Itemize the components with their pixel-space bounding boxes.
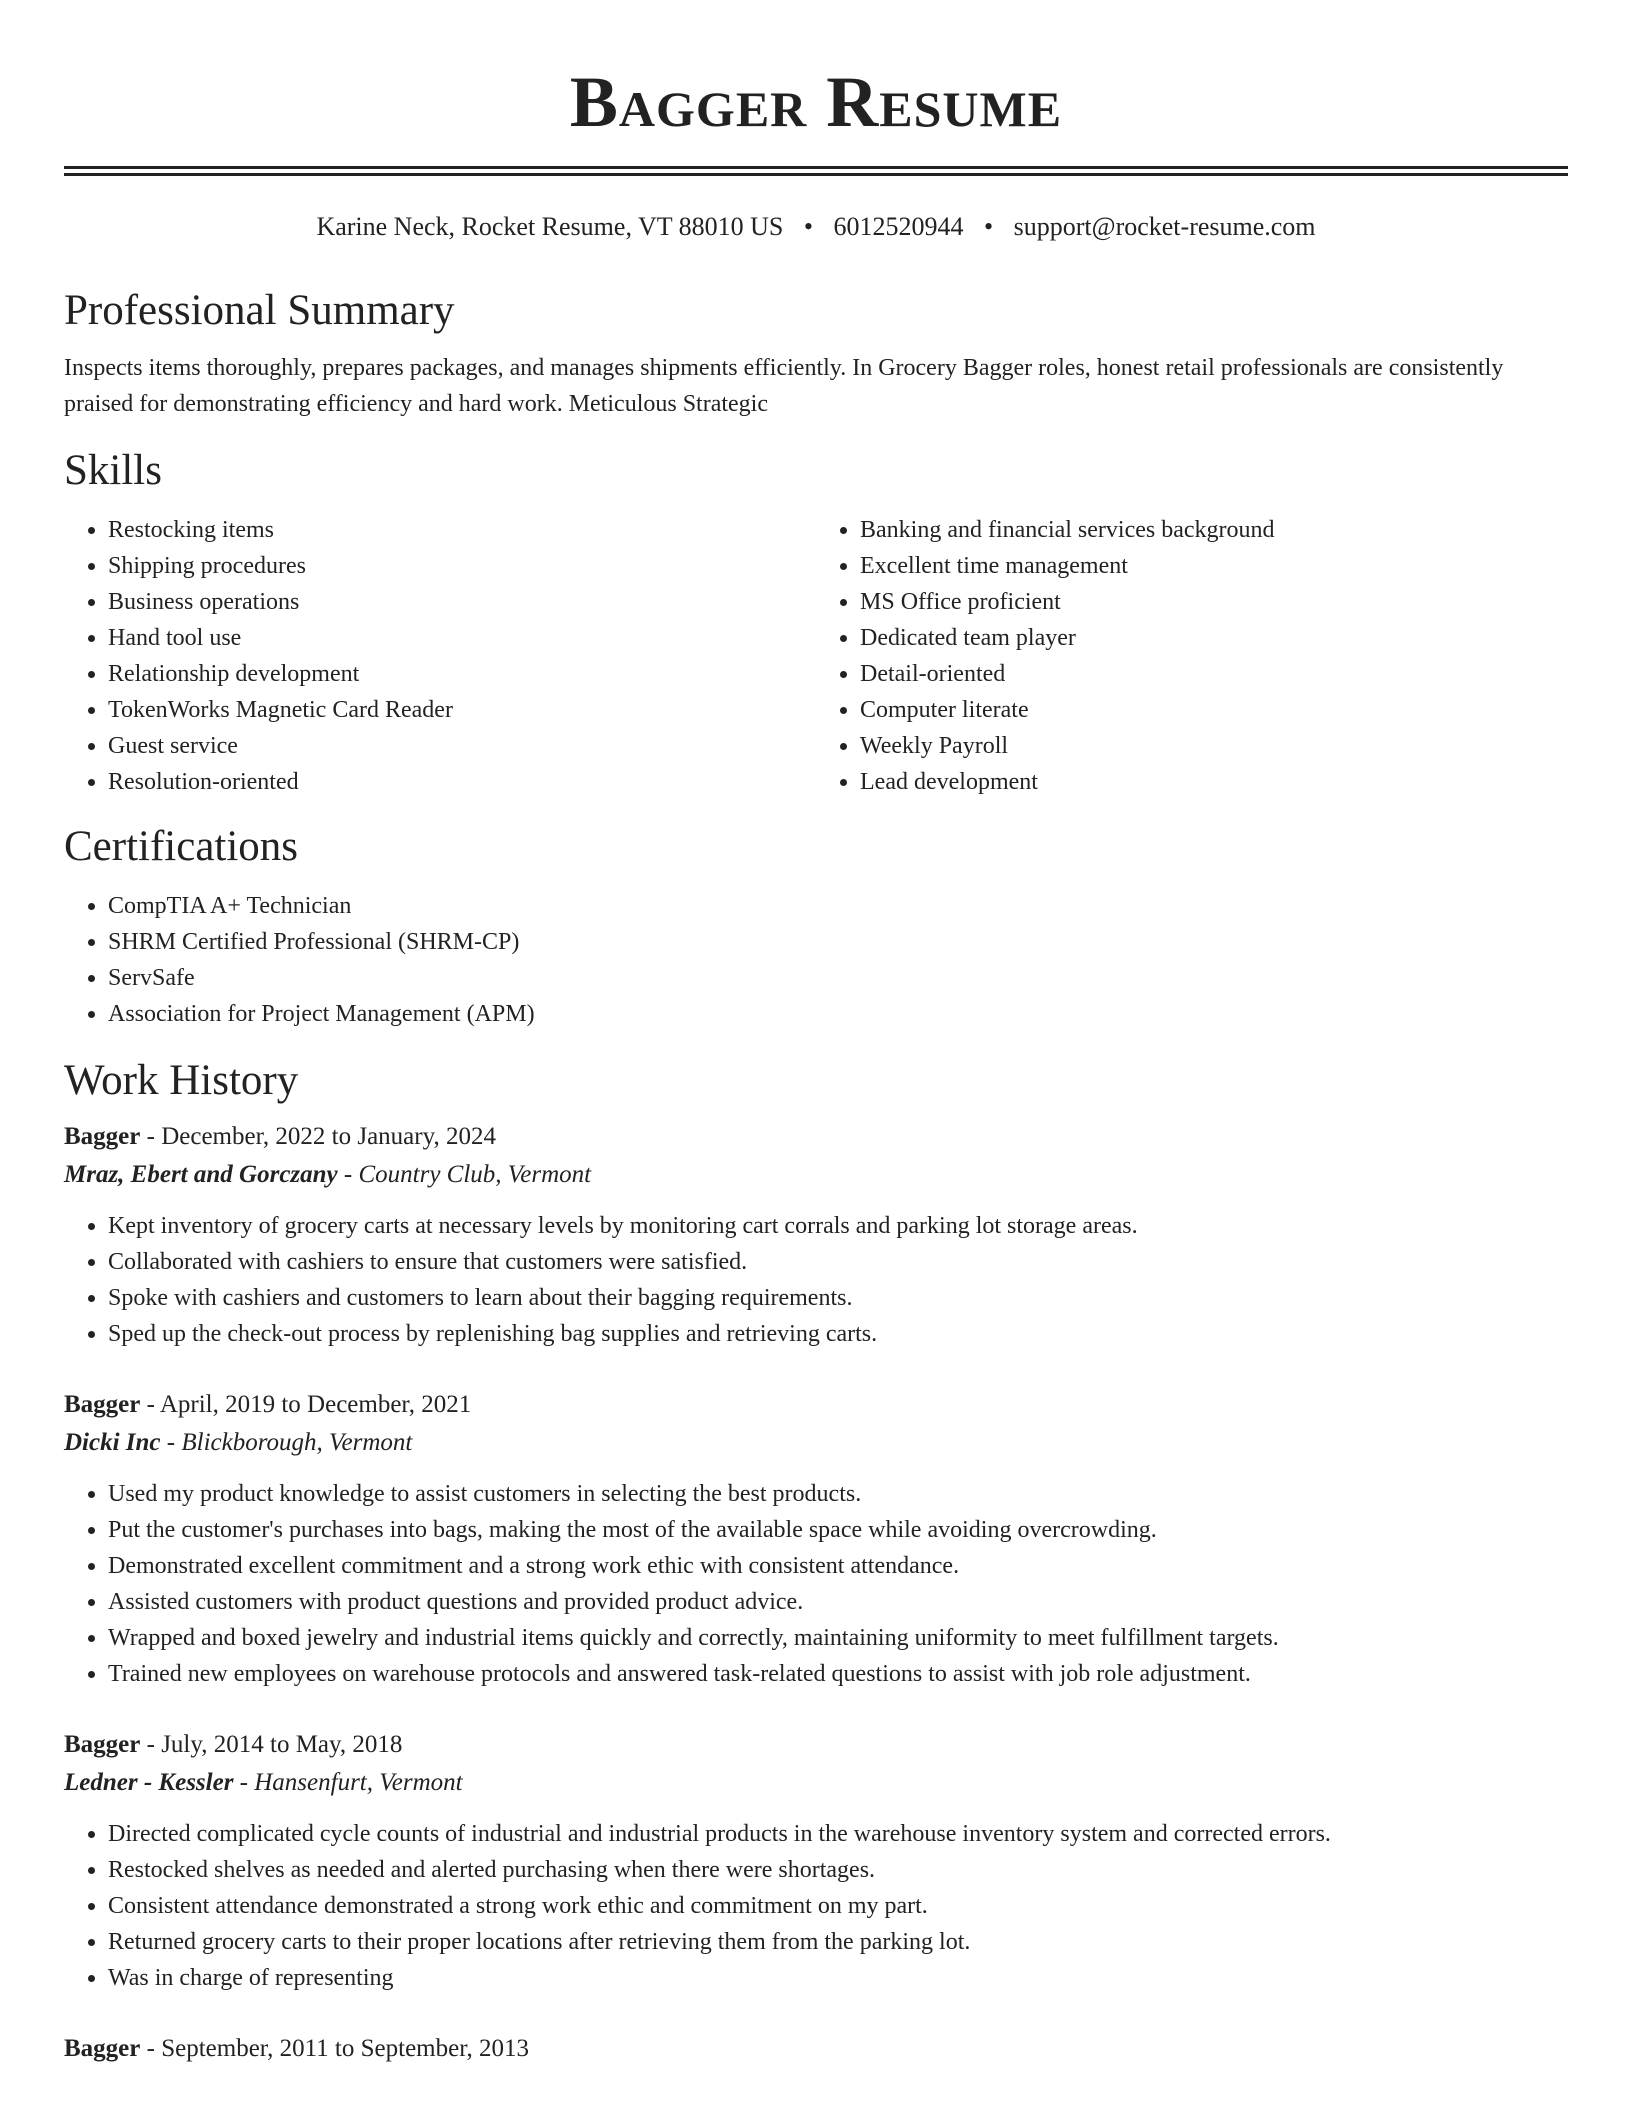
skill-item: • Banking and financial services background xyxy=(860,512,1568,548)
skill-item: • Resolution-oriented xyxy=(108,764,816,800)
contact-line xyxy=(64,210,1568,244)
skill-item: • TokenWorks Magnetic Card Reader xyxy=(108,692,816,728)
job-bullet: • Restocked shelves as needed and alerted purchasing when there were shortages. xyxy=(108,1852,1568,1888)
skill-item: • Dedicated team player xyxy=(860,620,1568,656)
job-title: Bagger xyxy=(64,1123,141,1150)
skill-item: • Excellent time management xyxy=(860,548,1568,584)
contact-email[interactable]: support@rocket-resume.com xyxy=(1013,212,1316,241)
skill-item: • Business operations xyxy=(108,584,816,620)
job-employer: Dicki Inc - Blickborough, Vermont xyxy=(64,1429,413,1456)
skill-item: • Relationship development xyxy=(108,656,816,692)
job-location: Country Club, Vermont xyxy=(358,1161,592,1188)
skill-item: • Detail-oriented xyxy=(860,656,1568,692)
contact-address: Karine Neck, Rocket Resume, VT 88010 US xyxy=(316,212,784,241)
job-bullet: • Used my product knowledge to assist customers in selecting the best products. xyxy=(108,1476,1568,1512)
job-location: Blickborough, Vermont xyxy=(181,1429,413,1456)
skills-right-list xyxy=(816,512,1568,800)
resume-title: Bagger Resume xyxy=(569,62,1063,142)
job-bullet: • Trained new employees on warehouse protocols and answered task-related questions to assist with job role adjustment. xyxy=(108,1656,1568,1692)
job-bullet: • Sped up the check-out process by replenishing bag supplies and retrieving carts. xyxy=(108,1316,1568,1352)
job-bullets xyxy=(64,1208,1568,1352)
job-bullet: • Directed complicated cycle counts of industrial and industrial products in the warehouse inventory system and corrected errors. xyxy=(108,1816,1568,1852)
job-bullet: • Collaborated with cashiers to ensure that customers were satisfied. xyxy=(108,1244,1568,1280)
skill-item: • MS Office proficient xyxy=(860,584,1568,620)
job-bullet: • Returned grocery carts to their proper locations after retrieving them from the parking lot. xyxy=(108,1924,1568,1960)
skill-item: • Shipping procedures xyxy=(108,548,816,584)
job-bullet: • Wrapped and boxed jewelry and industrial items quickly and correctly, maintaining uniformity to meet fulfillment targets. xyxy=(108,1620,1568,1656)
summary-text: Inspects items thoroughly, prepares packages, and manages shipments efficiently. In Grocery Bagger roles, honest retail professionals are consistently praised for demonstrating efficiency and hard work. Meticulous Strategic xyxy=(64,355,1504,417)
certifications-heading: Certifications xyxy=(64,823,299,870)
job-entry xyxy=(64,1726,1568,1996)
job-company: Dicki Inc xyxy=(64,1429,161,1456)
job-entry xyxy=(64,1386,1568,1692)
job-bullet: • Was in charge of representing xyxy=(108,1960,1568,1996)
job-employer: Mraz, Ebert and Gorczany - Country Club, Vermont xyxy=(64,1161,592,1188)
job-dates: September, 2011 to September, 2013 xyxy=(161,2035,530,2062)
job-dates: July, 2014 to May, 2018 xyxy=(161,1731,403,1758)
contact-separator: • xyxy=(984,212,994,241)
job-location: Hansenfurt, Vermont xyxy=(254,1769,463,1796)
job-title: Bagger xyxy=(64,1391,141,1418)
contact-separator: • xyxy=(803,212,814,241)
certification-item: • ServSafe xyxy=(108,960,1568,996)
job-bullets xyxy=(64,1476,1568,1692)
job-bullet: • Kept inventory of grocery carts at necessary levels by monitoring cart corrals and parking lot storage areas. xyxy=(108,1208,1568,1244)
job-employer: Ledner - Kessler - Hansenfurt, Vermont xyxy=(64,1769,463,1796)
skill-item: • Restocking items xyxy=(108,512,816,548)
skill-item: • Weekly Payroll xyxy=(860,728,1568,764)
job-header: Bagger - December, 2022 to January, 2024 xyxy=(64,1123,496,1150)
job-bullet: • Assisted customers with product questions and provided product advice. xyxy=(108,1584,1568,1620)
title-divider xyxy=(64,166,1568,176)
work-history-heading: Work History xyxy=(64,1057,299,1104)
skill-item: • Lead development xyxy=(860,764,1568,800)
job-dates: April, 2019 to December, 2021 xyxy=(159,1391,472,1418)
job-company: Mraz, Ebert and Gorczany xyxy=(64,1161,338,1188)
job-title: Bagger xyxy=(64,1731,141,1758)
skill-item: • Computer literate xyxy=(860,692,1568,728)
skill-item: • Guest service xyxy=(108,728,816,764)
job-title: Bagger xyxy=(64,2035,141,2062)
job-header: Bagger - September, 2011 to September, 2013 xyxy=(64,2035,530,2062)
job-header: Bagger - July, 2014 to May, 2018 xyxy=(64,1731,403,1758)
job-bullet: • Put the customer's purchases into bags, making the most of the available space while avoiding overcrowding. xyxy=(108,1512,1568,1548)
job-dates: December, 2022 to January, 2024 xyxy=(161,1123,496,1150)
skills-heading: Skills xyxy=(64,447,162,494)
certification-item: • CompTIA A+ Technician xyxy=(108,888,1568,924)
job-company: Ledner - Kessler xyxy=(64,1769,234,1796)
summary-heading: Professional Summary xyxy=(64,287,455,334)
certifications-list xyxy=(64,888,1568,1032)
skill-item: • Hand tool use xyxy=(108,620,816,656)
job-header: Bagger - April, 2019 to December, 2021 xyxy=(64,1391,472,1418)
job-bullets xyxy=(64,1816,1568,1996)
certification-item: • SHRM Certified Professional (SHRM-CP) xyxy=(108,924,1568,960)
job-bullet: • Spoke with cashiers and customers to learn about their bagging requirements. xyxy=(108,1280,1568,1316)
contact-phone: 6012520944 xyxy=(833,212,964,241)
certification-item: • Association for Project Management (APM) xyxy=(108,996,1568,1032)
job-bullet: • Demonstrated excellent commitment and a strong work ethic with consistent attendance. xyxy=(108,1548,1568,1584)
job-entry xyxy=(64,1118,1568,1352)
job-bullet: • Consistent attendance demonstrated a strong work ethic and commitment on my part. xyxy=(108,1888,1568,1924)
skills-left-list xyxy=(64,512,816,800)
skills-columns xyxy=(64,512,1568,800)
job-entry xyxy=(64,2030,1568,2068)
